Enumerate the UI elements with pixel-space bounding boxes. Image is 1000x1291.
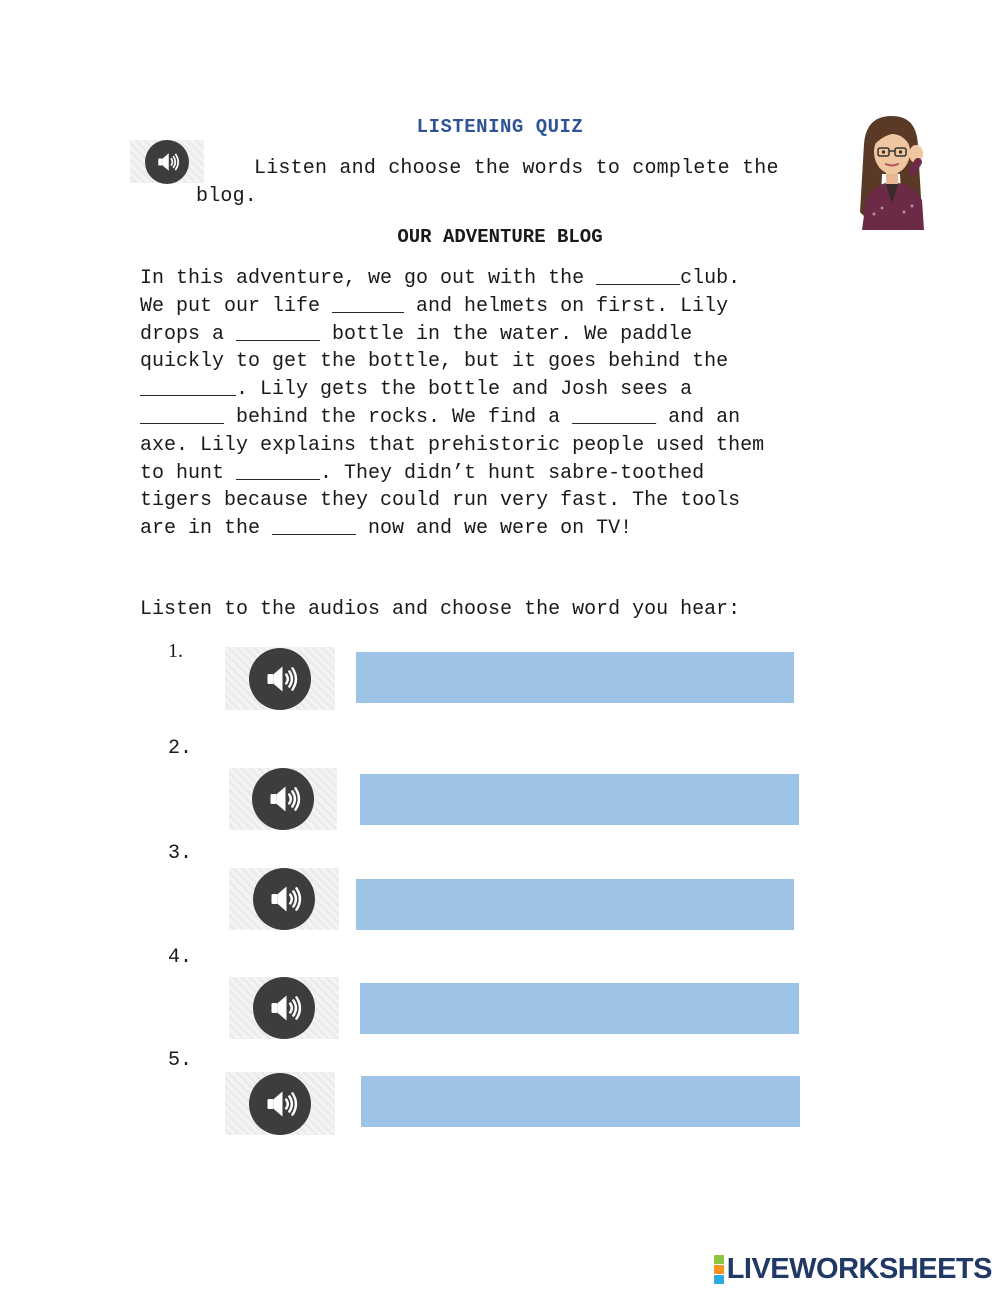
blog-line: axe. Lily explains that prehistoric people used them	[140, 433, 765, 457]
audio-play-button-5[interactable]	[249, 1073, 311, 1135]
audio-play-button-2[interactable]	[252, 768, 314, 830]
instruction-line-1: Listen and choose the words to complete the	[254, 157, 779, 180]
audio-frame	[229, 768, 337, 830]
audio-play-button-3[interactable]	[253, 868, 315, 930]
answer-box-5[interactable]	[361, 1076, 800, 1127]
item-number: 4.	[168, 946, 193, 969]
avatar	[852, 114, 936, 230]
audio-frame	[229, 977, 339, 1039]
blog-line: ________. Lily gets the bottle and Josh sees a	[140, 378, 693, 402]
brand-block	[714, 1265, 724, 1274]
item-number: 1.	[168, 640, 183, 662]
item-number: 2.	[168, 737, 193, 760]
speaker-volume-icon	[264, 879, 304, 919]
audio-frame	[225, 647, 335, 710]
blog-title: OUR ADVENTURE BLOG	[397, 226, 603, 248]
answer-box-2[interactable]	[360, 774, 799, 825]
audio-play-button-1[interactable]	[249, 648, 311, 710]
speaker-volume-icon	[153, 148, 181, 176]
instruction-audio-frame	[130, 140, 204, 183]
blog-line: We put our life ______ and helmets on first. Lily	[140, 294, 729, 318]
audio-frame	[229, 868, 339, 930]
speaker-volume-icon	[264, 988, 304, 1028]
speaker-volume-icon	[260, 659, 300, 699]
blog-line: quickly to get the bottle, but it goes behind the	[140, 350, 729, 374]
blog-line: In this adventure, we go out with the _______club.	[140, 267, 741, 290]
blog-line: drops a _______ bottle in the water. We paddle	[140, 322, 693, 346]
brand-name: LIVEWORKSHEETS	[726, 1253, 992, 1285]
brand-block	[714, 1255, 724, 1264]
blog-line: tigers because they could run very fast. The tools	[140, 489, 741, 513]
blog-line: are in the _______ now and we were on TV!	[140, 517, 633, 541]
answer-box-1[interactable]	[356, 652, 794, 703]
audio-play-button-4[interactable]	[253, 977, 315, 1039]
blog-line: _______ behind the rocks. We find a _______ and an	[140, 405, 741, 429]
audio-frame	[225, 1072, 335, 1135]
answer-box-4[interactable]	[360, 983, 799, 1034]
brand-logo[interactable]	[714, 1253, 992, 1286]
speaker-volume-icon	[263, 779, 303, 819]
instruction-audio-button[interactable]	[145, 140, 189, 184]
blog-text	[140, 265, 870, 543]
item-number: 3.	[168, 842, 193, 865]
blog-line: to hunt _______. They didn’t hunt sabre-toothed	[140, 461, 705, 485]
quiz-title: LISTENING QUIZ	[416, 116, 584, 138]
exercise-instruction: Listen to the audios and choose the word you hear:	[140, 598, 741, 621]
answer-box-3[interactable]	[356, 879, 794, 930]
brand-blocks-icon	[714, 1255, 724, 1284]
instruction-line-2: blog.	[196, 185, 258, 208]
item-number: 5.	[168, 1049, 193, 1072]
brand-block	[714, 1275, 724, 1284]
girl-avatar-icon	[852, 114, 936, 230]
speaker-volume-icon	[260, 1084, 300, 1124]
